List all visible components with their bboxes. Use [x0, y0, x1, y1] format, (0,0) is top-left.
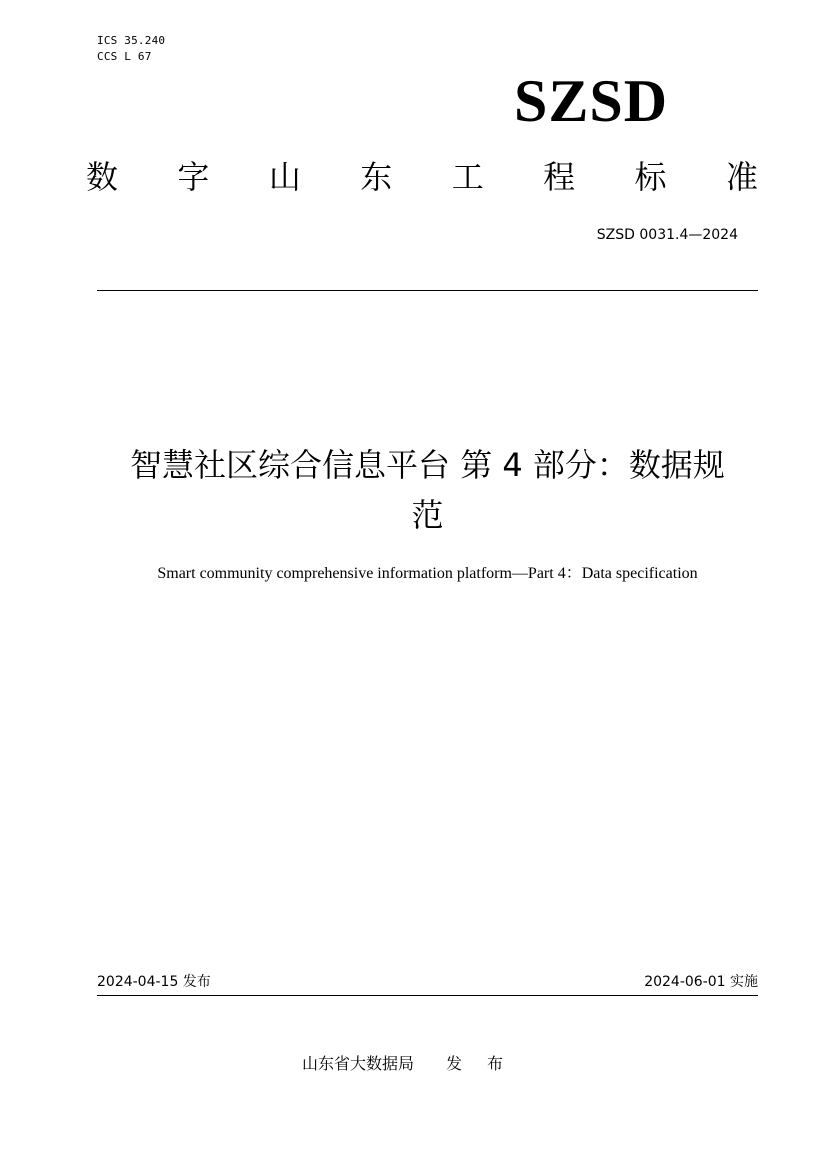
- standard-type-char: 东: [360, 158, 393, 196]
- issuer-name: 山东省大数据局: [301, 1054, 414, 1073]
- document-title-cn: [97, 440, 758, 540]
- issuer-action: 发 布: [445, 1054, 514, 1073]
- standard-number: SZSD 0031.4—2024: [596, 227, 738, 243]
- standard-type-char: 字: [177, 158, 210, 196]
- ics-code: ICS 35.240: [97, 34, 166, 47]
- issuing-authority: [0, 1053, 815, 1075]
- standard-type-char: 标: [634, 158, 667, 196]
- standard-brand-mark: SZSD: [513, 68, 669, 134]
- standard-type-heading: [86, 154, 758, 200]
- classification-codes: [97, 33, 165, 65]
- issue-date: 2024-04-15 发布: [97, 974, 211, 990]
- standard-type-char: 程: [543, 158, 576, 196]
- standard-type-char: 工: [451, 158, 484, 196]
- ccs-code: CCS L 67: [97, 50, 152, 63]
- standard-type-char: 准: [725, 158, 758, 196]
- standard-type-char: 山: [268, 158, 301, 196]
- title-cn-line-1: 智慧社区综合信息平台 第 4 部分：数据规: [130, 446, 725, 484]
- implementation-date: 2024-06-01 实施: [644, 974, 758, 990]
- bottom-divider: [97, 995, 758, 996]
- title-cn-line-2: 范: [411, 496, 444, 534]
- document-title-en: Smart community comprehensive information platform—Part 4：Data specification: [157, 565, 698, 582]
- standard-type-char: 数: [86, 158, 119, 196]
- top-divider: [97, 290, 758, 291]
